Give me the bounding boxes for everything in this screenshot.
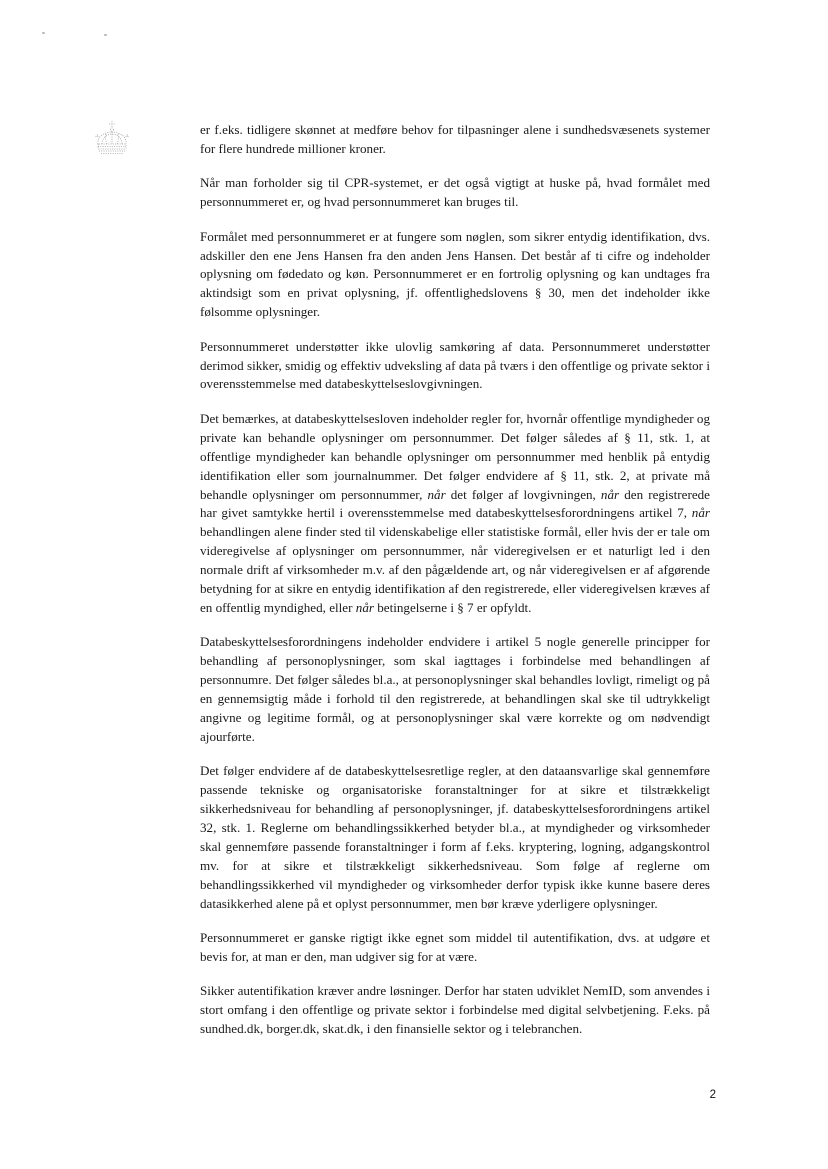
paragraph-1: er f.eks. tidligere skønnet at medføre behov for tilpasninger alene i sundhedsvæsenets systemer for flere hundrede millioner kroner.: [200, 122, 710, 156]
crown-emblem-icon: [93, 120, 131, 156]
paragraph-8: Personnummeret er ganske rigtigt ikke egnet som middel til autentifikation, dvs. at udgøre et bevis for, at man er den, man udgiver sig for at være.: [200, 930, 710, 964]
paragraph-2: Når man forholder sig til CPR-systemet, er det også vigtigt at huske på, hvad formålet med personnummeret er, og hvad personnummeret kan bruges til.: [200, 175, 710, 210]
emphasis-naar: når: [355, 599, 374, 615]
emphasis-naar: når: [427, 486, 446, 502]
paragraph-9: Sikker autentifikation kræver andre løsninger. Derfor har staten udviklet NemID, som anvendes i stort omfang i den offentlige og private sektor i forbindelse med digital selvbetjening. F.eks. på sundhed.dk, borger.dk, skat.dk, i den finansielle sektor og i telebranchen.: [200, 983, 710, 1037]
emphasis-naar: når: [600, 486, 620, 502]
paragraph-3: Formålet med personnummeret er at fungere som nøglen, som sikrer entydig identifikation, dvs. adskiller den ene Jens Hansen fra den anden Jens Hansen. Det består af ti cifre og indeholder oplysning om fødedato og køn. Personnummeret er en fortrolig oplysning og kan undtages fra aktindsigt som en privat oplysning, jf. offentlighedslovens § 30, men det indeholder ikke følsomme oplysninger.: [200, 228, 710, 320]
scan-artifact: [40, 30, 120, 40]
paragraph-6: Databeskyttelsesforordningens indeholder endvidere i artikel 5 nogle generelle principper for behandling af personoplysninger, som skal iagttages i forbindelse med behandlingen af personnumre. Det følger således bl.a., at personoplysninger skal behandles lovligt, rimeligt og på en gennemsigtig måde i forhold til den registrerede, at behandlingen skal ske til udtrykkeligt angivne og legitime formål, og at personoplysninger skal være korrekte og om nødvendigt ajourførte.: [200, 634, 710, 744]
page-number: 2: [709, 1089, 716, 1101]
paragraph-7: Det følger endvidere af de databeskyttelsesretlige regler, at den dataansvarlige skal gennemføre passende tekniske og organisatoriske foranstaltninger for at sikre et tilstrækkeligt sikkerhedsniveau for behandling af personoplysninger, jf. databeskyttelsesforordningens artikel 32, stk. 1. Reglerne om behandlingssikkerhed betyder bl.a., at myndigheder og virksomheder skal gennemføre passende foranstaltninger i form af f.eks. kryptering, logning, adgangskontrol mv. for at sikre et tilstrækkeligt sikkerhedsniveau. Som følge af reglerne om behandlingssikkerhed vil myndigheder og virksomheder derfor typisk ikke kunne basere deres datasikkerhed alene på et oplyst personnummer, men bør kræve yderligere oplysninger.: [200, 763, 710, 911]
paragraph-5: Det bemærkes, at databeskyttelsesloven indeholder regler for, hvornår offentlige myndigheder og private kan behandle oplysninger om personnummer. Det følger således af § 11, stk. 1, at offentlige myndigheder kan behandle oplysninger om personnummer med henblik på entydig identifikation eller som journalnummer. Det følger endvidere af § 11, stk. 2, at private må behandle oplysninger om personnummer, når det følger af lovgivningen, når den registrerede har givet samtykke hertil i overensstemmelse med databeskyttelsesforordningens artikel 7, når behandlingen alene finder sted til videnskabelige eller statistiske formål, eller hvis der er tale om videregivelse af oplysninger om personnummer, når videregivelsen er et naturligt led i den normale drift af virksomheder m.v. af den pågældende art, og når videregivelsen er af afgørende betydning for at sikre en entydig identifikation af den registrerede, eller videregivelsen kræves af en offentlig myndighed, eller når betingelserne i § 7 er opfyldt.: [200, 410, 710, 615]
emphasis-naar: når: [691, 505, 710, 521]
paragraph-4: Personnummeret understøtter ikke ulovlig samkøring af data. Personnummeret understøtter derimod sikker, smidig og effektiv udveksling af data på tværs i den offentlige og private sektor i overensstemmelse med databeskyttelseslovgivningen.: [200, 338, 710, 392]
document-body: [200, 121, 710, 1055]
